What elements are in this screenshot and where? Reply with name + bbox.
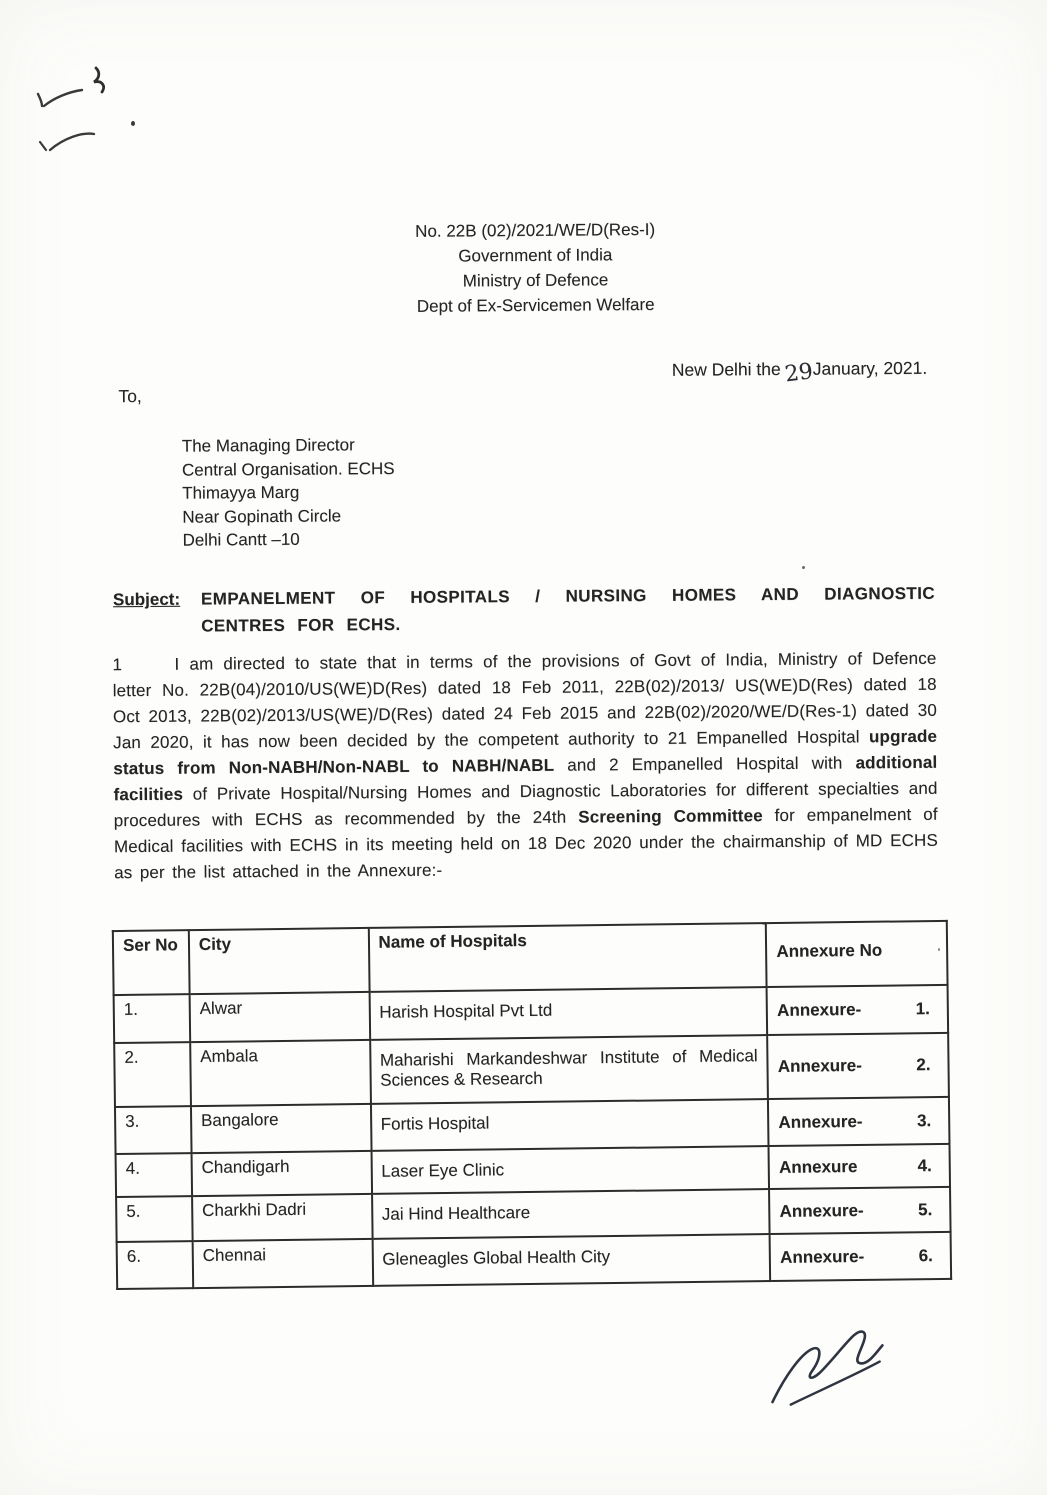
city-cell: Chennai xyxy=(192,1239,372,1288)
body-segment: and 2 Empanelled Hospital with xyxy=(554,753,856,775)
city-cell: Bangalore xyxy=(191,1104,371,1153)
recipient-address xyxy=(182,433,396,552)
annexure-label: Annexure- xyxy=(776,999,862,1020)
org-line: Dept of Ex-Servicemen Welfare xyxy=(416,294,655,316)
reference-number: No. 22B (02)/2021/WE/D(Res-I) xyxy=(415,219,656,241)
hospital-cell: Fortis Hospital xyxy=(370,1099,768,1151)
annexure-label: Annexure- xyxy=(779,1246,865,1267)
city-cell: Ambala xyxy=(190,1040,370,1106)
table-header-row xyxy=(113,921,948,995)
ser-cell: 6. xyxy=(117,1241,193,1289)
header-annexure-no: Annexure No xyxy=(766,921,948,987)
annexure-cell xyxy=(770,1232,951,1281)
body-segment: for empanelment of Medical facilities with ECHS in its meeting held on 18 Dec 2020 under the chairmanship of MD ECHS as per the list attached in the Annexure:- xyxy=(113,804,938,883)
subject-row xyxy=(113,580,935,640)
ser-cell: 5. xyxy=(116,1196,192,1242)
salutation: To, xyxy=(118,385,142,407)
table-row xyxy=(117,1232,952,1289)
annexure-number: 1. xyxy=(915,999,930,1019)
address-line: The Managing Director xyxy=(181,435,355,456)
hospital-cell: Gleneagles Global Health City xyxy=(372,1234,770,1286)
annexure-number: 3. xyxy=(916,1110,932,1130)
subject-label: Subject: xyxy=(112,589,181,610)
ser-cell: 4. xyxy=(116,1153,192,1197)
annexure-number: 2. xyxy=(916,1055,931,1075)
table-row xyxy=(114,1033,949,1107)
header-city: City xyxy=(189,928,369,994)
letter-header xyxy=(315,216,756,319)
annexure-cell xyxy=(768,1097,949,1146)
annexure-label: Annexure- xyxy=(777,1055,862,1076)
signature-scribble xyxy=(754,1308,902,1429)
city-cell: Alwar xyxy=(189,992,369,1042)
annexure-cell xyxy=(769,1144,950,1189)
annexure-number: 5. xyxy=(917,1199,933,1219)
address-line: Near Gopinath Circle xyxy=(182,505,342,527)
ser-cell: 1. xyxy=(114,994,190,1043)
hospital-cell: Jai Hind Healthcare xyxy=(372,1189,770,1239)
city-cell: Chandigarh xyxy=(191,1151,371,1196)
annexure-label: Annexure- xyxy=(778,1111,863,1132)
org-line: Government of India xyxy=(458,245,613,266)
handwritten-day: 29 xyxy=(782,359,814,388)
hospitals-table xyxy=(112,920,952,1290)
body-segment-bold: additional facilities xyxy=(113,752,938,805)
annexure-cell xyxy=(767,1033,949,1099)
date-line xyxy=(671,355,928,388)
org-line: Ministry of Defence xyxy=(462,270,609,291)
hospital-cell: Maharishi Markandeshwar Institute of Medical Sciences & Research xyxy=(370,1035,769,1104)
annexure-cell xyxy=(767,985,948,1035)
body-segment: I am directed to state that in terms of the provisions of Govt of India, Ministry of Defence letter No. 22B(04)/2010/US(WE)D(Res) dated 18 Feb 2011, 22B(02)/2013/ US(WE)D(Res) dated 18 Oct 2013, 22B(02)/2013/US(WE)/D(Res) dated 24 Feb 2015 and 22B(02)/2020/WE/D(Res-1) dated 30 Jan 2020, it has now been decided by the competent authority to 21 Empanelled Hospital xyxy=(112,648,937,753)
header-ser-no: Ser No xyxy=(113,930,190,995)
subject-text: EMPANELMENT OF HOSPITALS / NURSING HOMES AND DIAGNOSTIC CENTRES FOR ECHS. xyxy=(200,583,936,636)
city-cell: Charkhi Dadri xyxy=(192,1194,372,1241)
body-segment-bold: Screening Committee xyxy=(578,806,763,827)
annexure-cell xyxy=(769,1187,950,1234)
body-segment-bold: upgrade status from Non-NABH/Non-NABL to NABH/NABL xyxy=(113,726,938,779)
annexure-number: 6. xyxy=(918,1245,933,1265)
header-hospital-name: Name of Hospitals xyxy=(368,923,767,992)
paragraph-number: 1 xyxy=(112,655,123,675)
annexure-label: Annexure- xyxy=(779,1200,864,1221)
body-paragraph xyxy=(112,646,938,886)
address-line: Central Organisation. ECHS xyxy=(181,458,395,480)
annexure-label: Annexure xyxy=(778,1156,858,1177)
hospital-cell: Harish Hospital Pvt Ltd xyxy=(369,987,767,1040)
hospital-cell: Laser Eye Clinic xyxy=(371,1146,769,1194)
address-line: Delhi Cantt –10 xyxy=(182,529,300,550)
annexure-number: 4. xyxy=(917,1155,932,1175)
address-line: Thimayya Marg xyxy=(182,482,300,503)
date-suffix: January, 2021. xyxy=(812,357,928,379)
body-segment: of Private Hospital/Nursing Homes and Diagnostic Laboratories for different specialties and procedures with ECHS as recommended by the 24th xyxy=(113,778,938,831)
ser-cell: 3. xyxy=(115,1106,191,1154)
ser-cell: 2. xyxy=(114,1042,191,1107)
date-prefix: New Delhi the xyxy=(671,358,781,380)
